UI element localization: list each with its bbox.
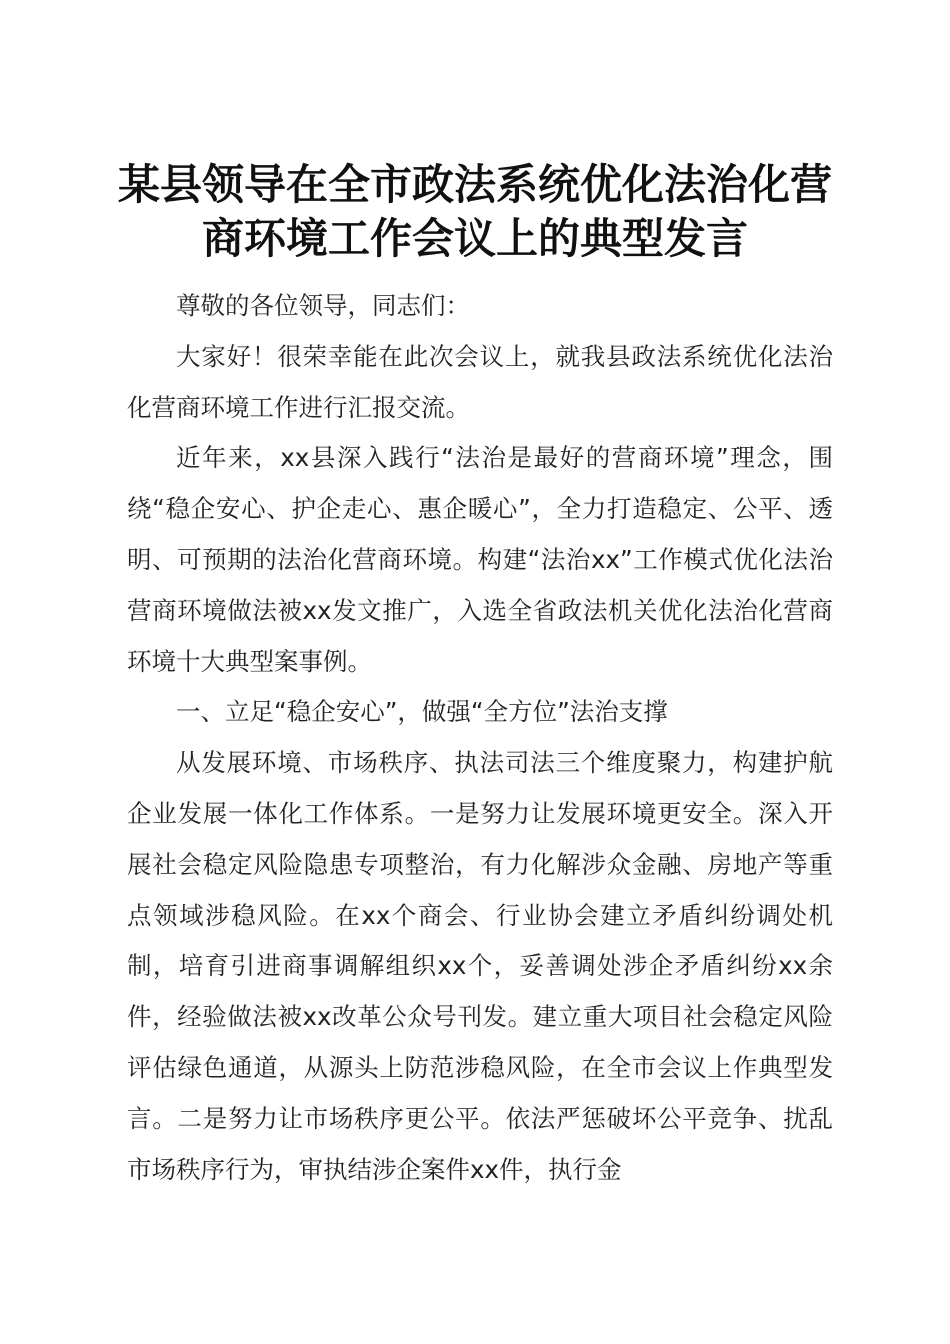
- document-body: [127, 281, 833, 1195]
- intro-paragraph: 近年来，xx县深入践行“法治是最好的营商环境”理念，围绕“稳企安心、护企走心、惠企暖心”，全力打造稳定、公平、透明、可预期的法治化营商环境。构建“法治xx”工作模式优化法治营商环境做法被xx发文推广，入选全省政法机关优化法治化营商环境十大典型案事例。: [127, 443, 833, 676]
- section-1-paragraph: 从发展环境、市场秩序、执法司法三个维度聚力，构建护航企业发展一体化工作体系。一是努力让发展环境更安全。深入开展社会稳定风险隐患专项整治，有力化解涉众金融、房地产等重点领域涉稳风险。在xx个商会、行业协会建立矛盾纠纷调处机制，培育引进商事调解组织xx个，妥善调处涉企矛盾纠纷xx余件，经验做法被xx改革公众号刊发。建立重大项目社会稳定风险评估绿色通道，从源头上防范涉稳风险，在全市会议上作典型发言。二是努力让市场秩序更公平。依法严惩破坏公平竞争、扰乱市场秩序行为，审执结涉企案件xx件，执行金: [127, 748, 833, 1184]
- salutation: 尊敬的各位领导，同志们：: [176, 291, 470, 320]
- greeting-paragraph: 大家好！很荣幸能在此次会议上，就我县政法系统优化法治化营商环境工作进行汇报交流。: [127, 341, 833, 422]
- title-line-2: 商环境工作会议上的典型发言: [201, 214, 748, 263]
- section-heading-1: 一、立足“稳企安心”，做强“全方位”法治支撑: [176, 697, 668, 727]
- document-title: [110, 158, 840, 266]
- title-line-1: 某县领导在全市政法系统优化法治化营: [117, 160, 832, 209]
